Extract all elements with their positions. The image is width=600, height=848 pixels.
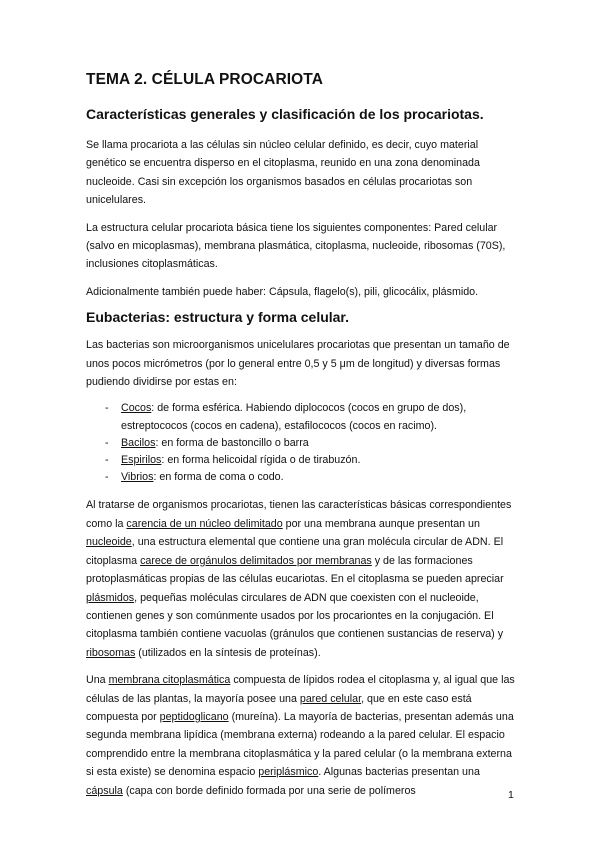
page-title: TEMA 2. CÉLULA PROCARIOTA <box>86 71 324 88</box>
underlined-term: membrana citoplasmática <box>108 674 231 687</box>
list-text: : en forma de bastoncillo o barra <box>155 436 309 449</box>
list-item: - Vibrios: en forma de coma o codo. <box>105 471 284 484</box>
paragraph-bacteria-intro: Las bacterias son microorganismos unicelulares procariotas que presentan un tamaño de unos pocos micrómetros (por lo general entre 0,5 y 5 μm de longitud) y diversas formas pudiendo dividirse por estas en: <box>86 339 510 389</box>
list-term: Bacilos <box>121 436 156 449</box>
underlined-term: peptidoglicano <box>159 710 229 723</box>
underlined-term: carencia de un núcleo delimitado <box>126 517 283 530</box>
underlined-term: nucleoide <box>86 536 132 549</box>
list-item: - Bacilos: en forma de bastoncillo o barra <box>105 436 309 449</box>
underlined-term: pared celular <box>299 692 362 705</box>
paragraph-additional: Adicionalmente también puede haber: Cápsula, flagelo(s), pili, glicocálix, plásmido. <box>86 285 479 298</box>
list-text: : de forma esférica. Habiendo diplococos (cocos en grupo de dos), estreptococos (cocos en cadena), estafilococos (cocos en racimo). <box>121 402 467 432</box>
list-text: : en forma de coma o codo. <box>153 471 284 484</box>
page-content <box>86 71 518 809</box>
bacteria-shapes-list <box>86 400 518 486</box>
paragraph-membrane-wall: Una membrana citoplasmática compuesta de lípidos rodea el citoplasma y, al igual que las células de las plantas, la mayoría posee una pared celular, que en este caso está compuesta por peptidoglicano (mureína). La mayoría de bacterias, presentan además una segunda membrana lipídica (membrana externa) rodeando a la pared celular. El espacio comprendido entre la membrana citoplasmática y la pared celular (o la membrana externa si esta existe) se denomina espacio periplásmico. Algunas bacterias presentan una cápsula (capa con borde definido formada por una serie de polímeros <box>86 674 515 797</box>
list-item: - Cocos: de forma esférica. Habiendo diplococos (cocos en grupo de dos), estreptococos (cocos en cadena), estafilococos (cocos en racimo). <box>105 402 467 432</box>
list-text: : en forma helicoidal rígida o de tirabuzón. <box>161 454 361 467</box>
list-term: Cocos <box>121 402 152 415</box>
paragraph-prokaryote-characteristics: Al tratarse de organismos procariotas, tienen las características básicas correspondientes como la carencia de un núcleo delimitado por una membrana aunque presentan un nucleoide, una estructura elemental que contiene una gran molécula circular de ADN. El citoplasma carece de orgánulos delimitados por membranas y de las formaciones protoplasmáticas propias de las células eucariotas. En el citoplasma se pueden apreciar plásmidos, pequeñas moléculas circulares de ADN que coexisten con el nucleoide, contienen genes y son comúnmente usados por los procariontes en la conjugación. El citoplasma también contiene vacuolas (gránulos que contienen sustancias de reserva) y ribosomas (utilizados en la síntesis de proteínas). <box>86 499 512 659</box>
underlined-term: ribosomas <box>86 646 136 659</box>
underlined-term: carece de orgánulos delimitados por membranas <box>140 554 372 567</box>
paragraph-definition: Se llama procariota a las células sin núcleo celular definido, es decir, cuyo material genético se encuentra disperso en el citoplasma, reunido en una zona denominada nucleoide. Casi sin excepción los organismos basados en células procariotas son unicelulares. <box>86 139 480 207</box>
underlined-term: cápsula <box>86 784 123 797</box>
section-heading-eubacteria: Eubacterias: estructura y forma celular. <box>86 309 349 326</box>
underlined-term: periplásmico <box>258 766 319 779</box>
list-item: - Espirilos: en forma helicoidal rígida o de tirabuzón. <box>105 454 361 467</box>
underlined-term: plásmidos <box>86 591 135 604</box>
list-term: Vibrios <box>121 471 154 484</box>
paragraph-structure: La estructura celular procariota básica tiene los siguientes componentes: Pared celular (salvo en micoplasmas), membrana plasmática, citoplasma, nucleoide, ribosomas (70S), inclusiones citoplasmáticas. <box>86 221 506 271</box>
page-number: 1 <box>508 789 514 801</box>
section-heading-general: Características generales y clasificación de los procariotas. <box>86 106 484 122</box>
list-term: Espirilos <box>121 454 162 467</box>
